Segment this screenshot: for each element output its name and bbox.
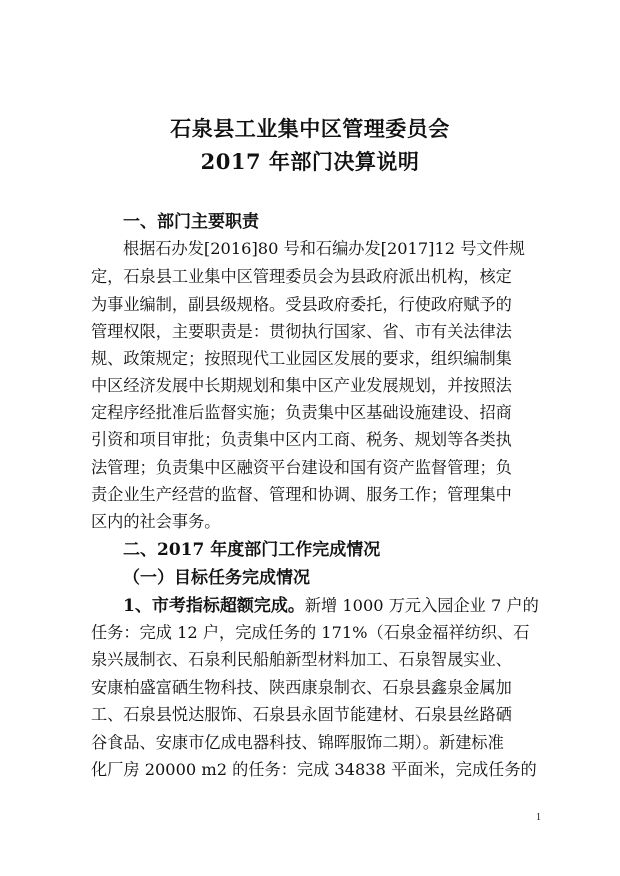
paragraph-line: 泉兴晟制衣、石泉利民船舶新型材料加工、石泉智晟实业、 (91, 650, 512, 669)
section1-heading: 一、部门主要职责 (123, 212, 259, 232)
paragraph-line: 规、政策规定；按照现代工业园区发展的要求，组织编制集 (91, 349, 512, 368)
paragraph-line: 责企业生产经营的监督、管理和协调、服务工作；管理集中 (91, 485, 512, 504)
paragraph-line: 管理权限，主要职责是：贯彻执行国家、省、市有关法律法 (91, 322, 512, 341)
paragraph-line: 定程序经批准后监督实施；负责集中区基础设施建设、招商 (91, 403, 512, 422)
page-number: 1 (536, 812, 541, 823)
paragraph-line: 法管理；负责集中区融资平台建设和国有资产监督管理；负 (91, 458, 512, 477)
paragraph-line: 为事业编制，副县级规格。受县政府委托，行使政府赋予的 (91, 295, 512, 314)
paragraph-line: 区内的社会事务。 (91, 512, 221, 531)
paragraph-line: 根据石办发[2016]80 号和石编办发[2017]12 号文件规 (123, 239, 525, 258)
item1-lead: 1、市考指标超额完成。 (123, 596, 305, 616)
paragraph-line: 安康柏盛富硒生物科技、陕西康泉制衣、石泉县鑫泉金属加 (91, 678, 512, 697)
paragraph-line: 中区经济发展中长期规划和集中区产业发展规划，并按照法 (91, 376, 512, 395)
paragraph-line: 引资和项目审批；负责集中区内工商、税务、规划等各类执 (91, 430, 512, 449)
paragraph-line: 任务：完成 12 户，完成任务的 171%（石泉金福祥纺织、石 (91, 623, 530, 642)
paragraph-line: 谷食品、安康市亿成电器科技、锦晖服饰二期）。新建标准 (91, 733, 504, 752)
item1-lead-rest: 新增 1000 万元入园企业 7 户的 (304, 596, 539, 615)
subsection1-heading: （一）目标任务完成情况 (123, 568, 310, 588)
item1-first-line (123, 596, 563, 616)
document-title: 石泉县工业集中区管理委员会 (170, 116, 450, 141)
section2-heading: 二、2017 年度部门工作完成情况 (123, 540, 381, 560)
paragraph-line: 工、石泉县悦达服饰、石泉县永固节能建材、石泉县丝路硒 (91, 705, 512, 724)
paragraph-line: 定，石泉县工业集中区管理委员会为县政府派出机构，核定 (91, 267, 512, 286)
document-subtitle: 2017 年部门决算说明 (200, 149, 420, 174)
paragraph-line: 化厂房 20000 m2 的任务：完成 34838 平面米，完成任务的 (91, 760, 537, 779)
